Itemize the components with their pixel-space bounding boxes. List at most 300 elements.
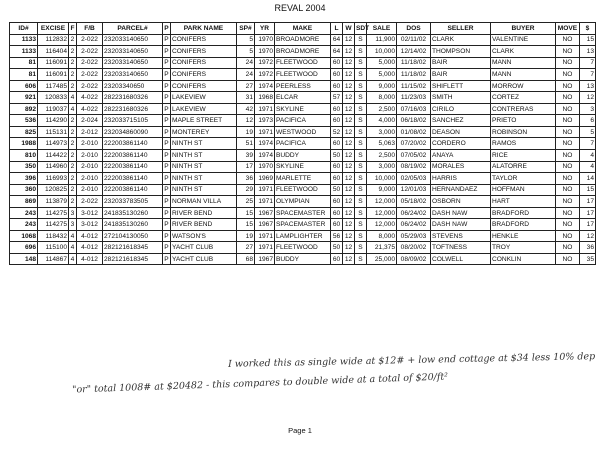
table-cell: 3-012 [77, 207, 103, 219]
table-cell: VALENTINE [491, 34, 556, 46]
table-cell: 60 [331, 207, 343, 219]
table-cell: 2-022 [77, 196, 103, 208]
table-cell: BUDDY [275, 253, 331, 265]
table-cell: 12 [343, 103, 355, 115]
table-row [10, 138, 596, 150]
table-cell: 12 [343, 161, 355, 173]
table-cell: CONIFERS [171, 69, 237, 81]
table-cell: 2-022 [77, 34, 103, 46]
table-cell: NO [556, 57, 580, 69]
table-cell: SKYLINE [275, 103, 331, 115]
table-cell: 3 [69, 207, 77, 219]
table-cell: CIRILO [431, 103, 491, 115]
table-cell: 116091 [38, 69, 69, 81]
table-cell: P [163, 126, 171, 138]
table-cell: S [355, 253, 367, 265]
table-cell: 869 [10, 196, 38, 208]
column-header: MOVE [556, 23, 580, 35]
column-header: F/B [77, 23, 103, 35]
table-cell: 07/05/02 [397, 150, 431, 162]
table-cell: 19 [237, 126, 255, 138]
table-cell: P [163, 69, 171, 81]
table-cell: 222003861140 [103, 150, 163, 162]
table-cell: SKYLINE [275, 161, 331, 173]
table-cell: 06/18/02 [397, 115, 431, 127]
table-cell: ALATORRE [491, 161, 556, 173]
table-cell: STEVENS [431, 230, 491, 242]
table-cell: S [355, 80, 367, 92]
table-cell: 2 [69, 57, 77, 69]
table-cell: 232033140650 [103, 69, 163, 81]
table-cell: 60 [331, 138, 343, 150]
table-cell: S [355, 69, 367, 81]
table-cell: ROBINSON [491, 126, 556, 138]
table-cell: 120825 [38, 184, 69, 196]
table-cell: P [163, 230, 171, 242]
table-cell: 10,000 [367, 46, 397, 58]
table-cell: 282121618345 [103, 242, 163, 254]
table-cell: 12,000 [367, 196, 397, 208]
table-cell: 12 [343, 115, 355, 127]
table-cell: 112832 [38, 34, 69, 46]
table-cell: P [163, 46, 171, 58]
table-cell: 3-012 [77, 219, 103, 231]
table-cell: 2-022 [77, 69, 103, 81]
table-cell: 1971 [255, 230, 275, 242]
column-header: YR [255, 23, 275, 35]
table-cell: 3 [69, 219, 77, 231]
table-row [10, 161, 596, 173]
table-cell: 1133 [10, 34, 38, 46]
table-cell: 12 [580, 230, 596, 242]
table-cell: 282231680326 [103, 103, 163, 115]
table-cell: 118432 [38, 230, 69, 242]
table-cell: 116993 [38, 173, 69, 185]
table-cell: 5,063 [367, 138, 397, 150]
table-cell: 222003861140 [103, 161, 163, 173]
column-header: F [69, 23, 77, 35]
table-cell: 4 [69, 103, 77, 115]
table-cell: DASH NAW [431, 207, 491, 219]
table-cell: 15 [237, 219, 255, 231]
table-cell: 60 [331, 69, 343, 81]
table-cell: SHIFLETT [431, 80, 491, 92]
table-cell: 243 [10, 219, 38, 231]
table-cell: NO [556, 150, 580, 162]
column-header: DOS [397, 23, 431, 35]
table-cell: 4 [69, 253, 77, 265]
table-cell: DASH NAW [431, 219, 491, 231]
table-cell: P [163, 115, 171, 127]
table-cell: 56 [331, 230, 343, 242]
table-cell: S [355, 161, 367, 173]
table-cell: 1970 [255, 34, 275, 46]
table-cell: 2-010 [77, 138, 103, 150]
table-cell: S [355, 57, 367, 69]
table-cell: 2-010 [77, 150, 103, 162]
table-cell: CONIFERS [171, 34, 237, 46]
table-cell: 5 [237, 34, 255, 46]
table-cell: 23203340650 [103, 80, 163, 92]
table-cell: 12,000 [367, 207, 397, 219]
table-cell: 1974 [255, 138, 275, 150]
table-cell: 606 [10, 80, 38, 92]
table-cell: SANCHEZ [431, 115, 491, 127]
table-cell: NO [556, 230, 580, 242]
table-cell: 148 [10, 253, 38, 265]
table-cell: 2,500 [367, 150, 397, 162]
table-cell: 282231680326 [103, 92, 163, 104]
table-cell: 17 [237, 161, 255, 173]
table-row [10, 34, 596, 46]
table-cell: 114290 [38, 115, 69, 127]
table-cell: S [355, 46, 367, 58]
table-cell: 51 [237, 138, 255, 150]
table-cell: 12 [343, 138, 355, 150]
table-cell: 3,000 [367, 161, 397, 173]
table-cell: 36 [580, 242, 596, 254]
column-header: PARCEL# [103, 23, 163, 35]
table-cell: NO [556, 115, 580, 127]
table-cell: BAIR [431, 69, 491, 81]
table-cell: NO [556, 173, 580, 185]
table-cell: P [163, 150, 171, 162]
table-cell: 232033140650 [103, 46, 163, 58]
table-cell: 60 [331, 196, 343, 208]
table-cell: S [355, 115, 367, 127]
table-cell: 282121618345 [103, 253, 163, 265]
table-cell: HARRIS [431, 173, 491, 185]
table-cell: 60 [331, 57, 343, 69]
table-cell: 350 [10, 161, 38, 173]
column-header: SELLER [431, 23, 491, 35]
table-cell: 57 [331, 92, 343, 104]
table-cell: NO [556, 92, 580, 104]
table-row [10, 230, 596, 242]
table-cell: BRADFORD [491, 207, 556, 219]
table-cell: 12 [343, 80, 355, 92]
handwritten-note-line1: I worked this as single wide at $12# + low end cottage at $34 less 10% dep [227, 351, 596, 370]
table-cell: 12 [343, 184, 355, 196]
table-cell: 232033140650 [103, 34, 163, 46]
table-cell: RICE [491, 150, 556, 162]
table-cell: CONIFERS [171, 57, 237, 69]
table-cell: 24 [237, 57, 255, 69]
table-cell: HERNANDAEZ [431, 184, 491, 196]
table-cell: 2-024 [77, 115, 103, 127]
table-cell: BUDDY [275, 150, 331, 162]
reval-table [9, 22, 596, 265]
table-cell: 17 [580, 196, 596, 208]
column-header: L [331, 23, 343, 35]
table-cell: OSBORN [431, 196, 491, 208]
column-header: BUYER [491, 23, 556, 35]
table-cell: 27 [237, 80, 255, 92]
table-cell: 36 [237, 173, 255, 185]
table-cell: 222003861140 [103, 138, 163, 150]
table-cell: 2-022 [77, 46, 103, 58]
table-cell: 222003861140 [103, 184, 163, 196]
table-cell: 2,500 [367, 103, 397, 115]
table-cell: 12 [343, 230, 355, 242]
table-cell: 12 [343, 34, 355, 46]
table-cell: 2 [69, 184, 77, 196]
table-cell: 4,000 [367, 115, 397, 127]
table-cell: 2-022 [77, 57, 103, 69]
table-cell: P [163, 103, 171, 115]
table-cell: 06/24/02 [397, 219, 431, 231]
table-cell: MANN [491, 69, 556, 81]
table-cell: MARLETTE [275, 173, 331, 185]
table-cell: 07/20/02 [397, 138, 431, 150]
table-cell: 50 [331, 242, 343, 254]
table-cell: 114867 [38, 253, 69, 265]
table-row [10, 46, 596, 58]
table-cell: 12/01/03 [397, 184, 431, 196]
table-cell: 232034860090 [103, 126, 163, 138]
table-row [10, 184, 596, 196]
table-cell: 2 [69, 161, 77, 173]
table-cell: 08/20/02 [397, 242, 431, 254]
table-cell: 1133 [10, 46, 38, 58]
table-cell: P [163, 196, 171, 208]
table-cell: 2 [69, 150, 77, 162]
table-cell: DEASON [431, 126, 491, 138]
table-cell: S [355, 150, 367, 162]
table-cell: 6 [580, 115, 596, 127]
table-cell: 696 [10, 242, 38, 254]
table-cell: 12 [343, 242, 355, 254]
table-cell: LAKEVIEW [171, 92, 237, 104]
table-cell: FLEETWOOD [275, 242, 331, 254]
table-cell: 02/11/02 [397, 34, 431, 46]
table-cell: S [355, 184, 367, 196]
table-cell: 4 [69, 230, 77, 242]
table-cell: SPACEMASTER [275, 219, 331, 231]
table-cell: 12 [343, 207, 355, 219]
table-cell: 4 [580, 161, 596, 173]
table-cell: P [163, 138, 171, 150]
table-cell: MONTEREY [171, 126, 237, 138]
table-row [10, 196, 596, 208]
table-cell: 1971 [255, 103, 275, 115]
table-cell: S [355, 242, 367, 254]
table-cell: 5 [237, 46, 255, 58]
table-cell: P [163, 242, 171, 254]
table-cell: 60 [331, 253, 343, 265]
table-cell: PACIFICA [275, 138, 331, 150]
table-cell: 1068 [10, 230, 38, 242]
table-cell: 24 [237, 69, 255, 81]
table-cell: 8,000 [367, 230, 397, 242]
table-cell: 1970 [255, 161, 275, 173]
table-cell: P [163, 173, 171, 185]
table-cell: 12/14/02 [397, 46, 431, 58]
table-cell: 64 [331, 34, 343, 46]
table-cell: S [355, 219, 367, 231]
table-cell: 35 [580, 253, 596, 265]
table-cell: NINTH ST [171, 161, 237, 173]
table-cell: P [163, 92, 171, 104]
table-cell: 12,000 [367, 219, 397, 231]
table-cell: NO [556, 253, 580, 265]
table-cell: TOFTNESS [431, 242, 491, 254]
table-cell: 2 [69, 115, 77, 127]
table-cell: 17 [580, 219, 596, 231]
table-cell: S [355, 126, 367, 138]
table-cell: 116404 [38, 46, 69, 58]
table-cell: RAMOS [491, 138, 556, 150]
table-cell: 7 [580, 69, 596, 81]
table-cell: PRIETO [491, 115, 556, 127]
table-cell: 15 [580, 184, 596, 196]
table-cell: 921 [10, 92, 38, 104]
table-cell: 360 [10, 184, 38, 196]
table-cell: 9,000 [367, 184, 397, 196]
table-cell: 117485 [38, 80, 69, 92]
table-row [10, 115, 596, 127]
table-cell: 60 [331, 161, 343, 173]
table-cell: NO [556, 219, 580, 231]
table-cell: HOFFMAN [491, 184, 556, 196]
table-row [10, 69, 596, 81]
table-cell: 31 [237, 92, 255, 104]
table-cell: FLEETWOOD [275, 69, 331, 81]
table-cell: 2-010 [77, 161, 103, 173]
table-cell: 1974 [255, 150, 275, 162]
table-cell: 1971 [255, 196, 275, 208]
table-cell: 1973 [255, 115, 275, 127]
table-cell: S [355, 196, 367, 208]
table-body [10, 34, 596, 265]
table-cell: 113879 [38, 196, 69, 208]
table-cell: RIVER BEND [171, 219, 237, 231]
table-cell: 2-010 [77, 184, 103, 196]
table-cell: 5,000 [367, 69, 397, 81]
table-cell: 1971 [255, 184, 275, 196]
table-cell: 396 [10, 173, 38, 185]
table-cell: CONKLIN [491, 253, 556, 265]
table-cell: 64 [331, 46, 343, 58]
table-cell: 7 [580, 138, 596, 150]
table-cell: BRADFORD [491, 219, 556, 231]
table-cell: 13 [580, 80, 596, 92]
table-cell: 52 [331, 126, 343, 138]
table-cell: 12 [580, 92, 596, 104]
table-cell: MAPLE STREET [171, 115, 237, 127]
table-cell: P [163, 57, 171, 69]
page-title: REVAL 2004 [274, 3, 326, 13]
table-cell: S [355, 230, 367, 242]
table-cell: TROY [491, 242, 556, 254]
table-cell: 14 [580, 173, 596, 185]
table-cell: 81 [10, 57, 38, 69]
table-cell: 01/08/02 [397, 126, 431, 138]
table-cell: 2 [69, 126, 77, 138]
column-header: $ [580, 23, 596, 35]
column-header: PARK NAME [171, 23, 237, 35]
table-cell: S [355, 173, 367, 185]
table-cell: 241835130260 [103, 207, 163, 219]
table-cell: 1968 [255, 92, 275, 104]
table-cell: 892 [10, 103, 38, 115]
table-cell: CONIFERS [171, 80, 237, 92]
table-cell: COLWELL [431, 253, 491, 265]
table-cell: 11/15/02 [397, 80, 431, 92]
table-cell: NO [556, 184, 580, 196]
table-cell: 1972 [255, 69, 275, 81]
table-cell: NO [556, 138, 580, 150]
column-header: SP# [237, 23, 255, 35]
table-cell: 7 [580, 57, 596, 69]
table-cell: P [163, 80, 171, 92]
table-cell: 11/23/03 [397, 92, 431, 104]
table-cell: 114960 [38, 161, 69, 173]
table-cell: CORDERO [431, 138, 491, 150]
table-cell: 21,375 [367, 242, 397, 254]
table-cell: 8,000 [367, 92, 397, 104]
table-cell: 115100 [38, 242, 69, 254]
table-cell: 15 [237, 207, 255, 219]
table-cell: NO [556, 161, 580, 173]
table-cell: S [355, 207, 367, 219]
table-cell: 119037 [38, 103, 69, 115]
table-cell: 60 [331, 80, 343, 92]
table-cell: 116091 [38, 57, 69, 69]
table-cell: 12 [343, 173, 355, 185]
table-cell: WATSON'S [171, 230, 237, 242]
table-cell: 50 [331, 150, 343, 162]
table-cell: 1970 [255, 46, 275, 58]
table-cell: 07/16/03 [397, 103, 431, 115]
column-header: SDT [355, 23, 367, 35]
table-row [10, 219, 596, 231]
table-cell: 11,900 [367, 34, 397, 46]
table-cell: 2-022 [77, 80, 103, 92]
table-cell: 12 [343, 150, 355, 162]
table-cell: P [163, 184, 171, 196]
column-header: ID# [10, 23, 38, 35]
table-cell: P [163, 34, 171, 46]
table-cell: LAMPLIGHTER [275, 230, 331, 242]
table-cell: 1988 [10, 138, 38, 150]
table-cell: CONTRERAS [491, 103, 556, 115]
table-cell: MORALES [431, 161, 491, 173]
table-cell: 243 [10, 207, 38, 219]
table-cell: 1971 [255, 126, 275, 138]
table-cell: NORMAN VILLA [171, 196, 237, 208]
table-cell: 12 [343, 219, 355, 231]
table-cell: 02/05/03 [397, 173, 431, 185]
table-cell: 39 [237, 150, 255, 162]
table-cell: S [355, 103, 367, 115]
table-cell: 1974 [255, 80, 275, 92]
table-cell: 12 [343, 253, 355, 265]
table-cell: 114275 [38, 207, 69, 219]
table-cell: 115131 [38, 126, 69, 138]
table-cell: 12 [343, 126, 355, 138]
table-cell: 4-012 [77, 253, 103, 265]
table-cell: 232033783505 [103, 196, 163, 208]
header-row [10, 23, 596, 35]
table-cell: 3,000 [367, 126, 397, 138]
table-cell: 3 [580, 103, 596, 115]
table-cell: S [355, 34, 367, 46]
table-cell: LAKEVIEW [171, 103, 237, 115]
table-cell: NINTH ST [171, 173, 237, 185]
table-cell: FLEETWOOD [275, 184, 331, 196]
table-cell: 5,000 [367, 57, 397, 69]
